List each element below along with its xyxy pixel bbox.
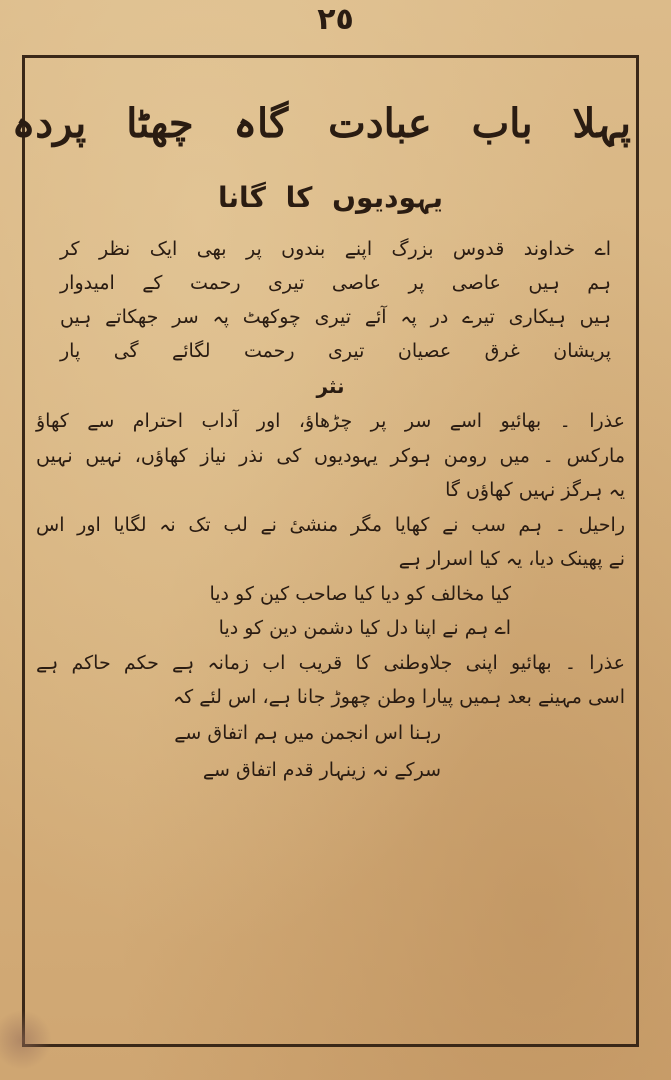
dialogue-line: نے پھینک دیا، یہ کیا اسرار ہے [398,548,625,570]
verse-line: کیا مخالف کو دیا کیا صاحب کین کو دیا [209,582,511,605]
verse-line: اے ہم نے اپنا دل کیا دشمن دین کو دیا [218,617,511,639]
poem-block [30,232,631,368]
verse-block [30,577,631,646]
page-number: ٢٥ [317,2,354,37]
prose-section-label: نثر [316,374,345,398]
dialogue-line: اسی مہینے بعد ہمیں پیارا وطن چھوڑ جانا ہے، اس لئے کہ [173,686,625,708]
poem-line: ہم ہیں عاصی پر عاصی تیری رحمت کے امیدوار [60,272,611,294]
final-verse-block [30,715,631,789]
song-subtitle: یہودیوں کا گانا [218,181,443,214]
dialogue-line: یہ ہرگز نہیں کھاؤں گا [445,479,625,501]
poem-line: اے خداوند قدوس بزرگ اپنے بندوں پر بھی ایک نظر کر [60,238,611,260]
poem-line: ہیں ہیکاری تیرے در پہ آئے تیری چوکھٹ پہ سر جھکاتے ہیں [60,306,611,328]
dialogue-block-2 [30,646,631,715]
verse-line: رہنا اس انجمن میں ہم اتفاق سے [174,721,441,744]
paper-stain [0,1010,52,1070]
dialogue-line: مارکس ۔ میں رومن ہوکر یہودیوں کی نذر نیاز کھاؤں، نہیں نہیں [36,444,625,467]
chapter-title: پہلا باب عبادت گاہ چھٹا پردہ [11,100,631,147]
dialogue-line: راحیل ۔ ہم سب نے کھایا مگر منشیٔ نے لب تک نہ لگایا اور اس [36,513,625,536]
dialogue-block [30,404,631,577]
verse-line: سرکے نہ زینہار قدم اتفاق سے [202,758,441,781]
poem-line: پریشان غرق عصیان تیری رحمت لگائے گی پار [60,340,611,362]
page-content [11,62,631,789]
dialogue-line: عذرا ۔ بھائیو اپنی جلاوطنی کا قریب اب زمانہ ہے حکم حاکم ہے [36,651,625,674]
dialogue-line: عذرا ۔ بھائیو اسے سر پر چڑھاؤ، اور آداب احترام سے کھاؤ [36,410,625,432]
